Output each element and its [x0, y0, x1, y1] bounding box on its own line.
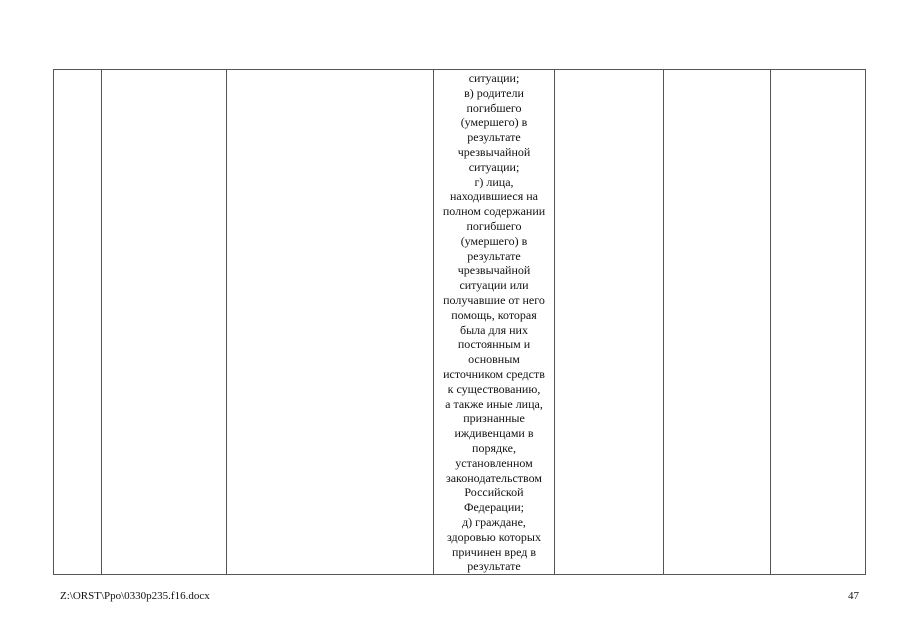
text-line: основным [468, 352, 520, 367]
table-cell-col4 [434, 70, 555, 575]
text-line: Российской [464, 485, 524, 500]
text-line: источником средств [443, 366, 545, 381]
text-line: результате [467, 559, 521, 574]
text-line: результате [467, 130, 521, 145]
table-cell-col6 [664, 70, 771, 575]
text-line: постоянным и [457, 337, 531, 352]
text-line: полном содержании [442, 204, 546, 219]
table-row [54, 70, 866, 575]
text-line: (умершего) в [460, 115, 528, 130]
text-line: ситуации; [468, 159, 520, 174]
text-line: здоровью которых [447, 529, 541, 544]
document-table [53, 69, 866, 575]
table-cell-col7 [771, 70, 866, 575]
text-line: а также иные лица, [445, 396, 543, 411]
text-line: (умершего) в [460, 233, 528, 248]
table-cell-col3 [227, 70, 434, 575]
footer-file-path: Z:\ORST\Ppo\0330p235.f16.docx [60, 590, 210, 602]
footer-page-number: 47 [848, 590, 859, 602]
text-line: получавшие от него [443, 292, 545, 307]
text-line: погибшего [466, 218, 522, 233]
text-line: порядке, [472, 440, 516, 455]
text-line: в) родители [464, 85, 524, 100]
text-line: иждивенцами в [454, 426, 534, 441]
table-cell-col5 [555, 70, 664, 575]
text-line: г) лица, [474, 174, 514, 189]
text-line: помощь, которая [451, 307, 537, 322]
text-line: к существованию, [447, 381, 541, 396]
text-line: причинен вред в [451, 544, 537, 559]
text-line: законодательством [445, 470, 543, 485]
recipients-list-text [434, 70, 554, 574]
table-cell-col1 [54, 70, 102, 575]
text-line: ситуации или [459, 278, 529, 293]
text-line: д) граждане, [462, 514, 526, 529]
text-line: чрезвычайной [457, 263, 531, 278]
text-line: признанные [463, 411, 525, 426]
table-cell-col2 [102, 70, 227, 575]
text-line: Федерации; [463, 500, 524, 515]
text-line: ситуации; [468, 71, 520, 85]
text-line: была для них [460, 322, 528, 337]
text-line: установленном [455, 455, 533, 470]
text-line: погибшего [466, 100, 522, 115]
text-line: результате [467, 248, 521, 263]
text-line: находившиеся на [449, 189, 539, 204]
text-line: чрезвычайной [457, 144, 531, 159]
